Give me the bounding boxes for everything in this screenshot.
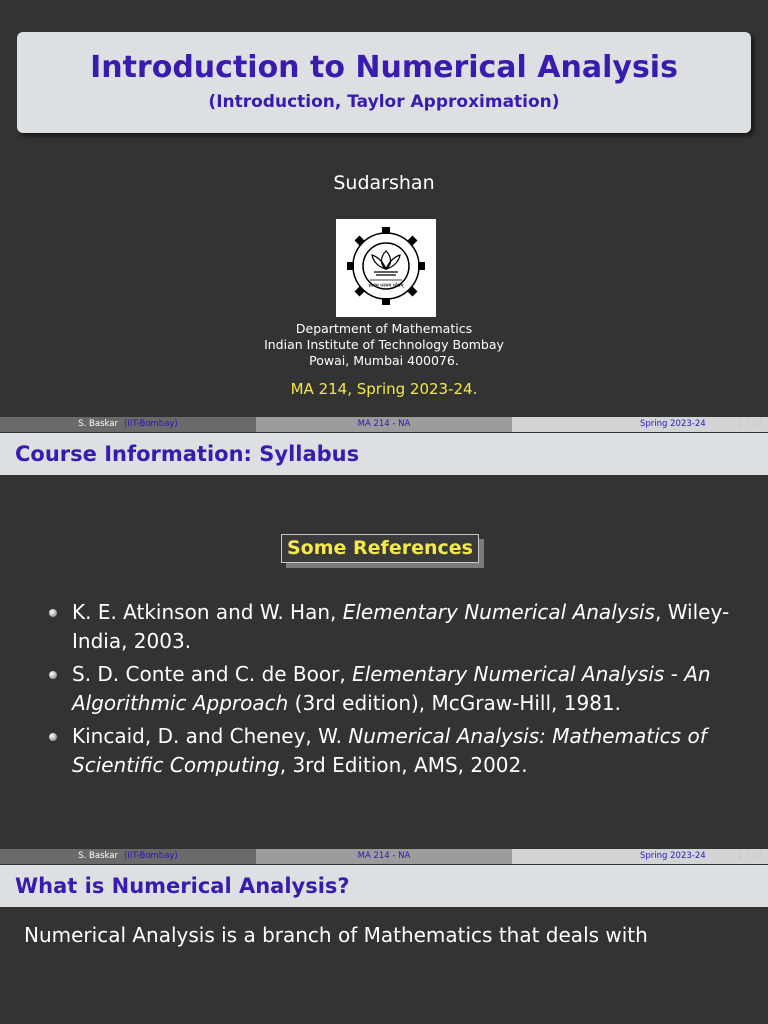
footer-date-segment [512,417,768,432]
reference-authors: K. E. Atkinson and W. Han, [72,600,343,624]
footer-institute: (IIT-Bombay) [123,419,178,429]
svg-text:ज्ञानम् परमम् ध्येयम्: ज्ञानम् परमम् ध्येयम् [368,283,404,289]
reference-title: Numerical Analysis: Mathematics of Scientific Computing [72,724,707,777]
footer-author-segment [0,849,256,864]
presentation-title: Introduction to Numerical Analysis [90,50,678,85]
list-item [48,598,738,656]
footer-date-segment [512,849,768,864]
frame-title-bar [0,865,768,907]
presentation-subtitle: (Introduction, Taylor Approximation) [208,92,560,112]
footer-date: Spring 2023-24 [640,851,706,861]
gear-emblem-icon [336,219,436,317]
affiliation [0,321,768,369]
footer-bar [0,417,768,432]
iit-bombay-logo [336,219,436,317]
bullet-icon [49,609,57,617]
department: Department of Mathematics [295,321,473,336]
bullet-icon [49,671,57,679]
footer-author: S. Baskar [78,419,118,429]
footer-author: S. Baskar [78,851,118,861]
footer-author-segment [0,417,256,432]
footer-course: MA 214 - NA [256,849,512,864]
author-name: Sudarshan [333,172,435,194]
reference-list [48,598,738,784]
list-item [48,722,738,780]
footer-page: 1 / 10 [737,419,762,429]
frame-title-bar [0,433,768,475]
list-item [48,660,738,718]
frame-title: What is Numerical Analysis? [15,874,350,898]
references-heading: Some References [281,534,479,563]
reference-title: Elementary Numerical Analysis - An Algorithmic Approach [72,662,711,715]
footer-page: 2 / 10 [737,851,762,861]
title-box [17,32,751,133]
reference-details: (3rd edition), McGraw-Hill, 1981. [288,691,622,715]
body-text: Numerical Analysis is a branch of Mathematics that deals with [24,923,648,947]
footer-institute: (IIT-Bombay) [123,851,178,861]
course-info: MA 214, Spring 2023-24. [290,380,478,398]
reference-authors: Kincaid, D. and Cheney, W. [72,724,349,748]
footer-bar [0,849,768,864]
frame-title: Course Information: Syllabus [15,442,360,466]
reference-details: , Wiley-India, 2003. [72,600,730,653]
footer-date: Spring 2023-24 [640,419,706,429]
footer-course: MA 214 - NA [256,417,512,432]
reference-title: Elementary Numerical Analysis [342,600,655,624]
reference-authors: S. D. Conte and C. de Boor, [72,662,353,686]
bullet-icon [49,733,57,741]
address: Powai, Mumbai 400076. [309,353,459,368]
reference-details: , 3rd Edition, AMS, 2002. [279,753,528,777]
institute: Indian Institute of Technology Bombay [264,337,504,352]
